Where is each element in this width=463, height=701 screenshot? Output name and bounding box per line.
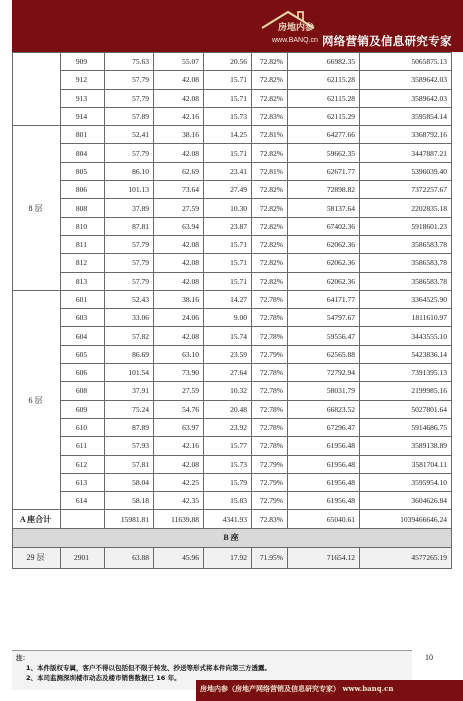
total-cell: 3604626.84 [360, 492, 452, 510]
area-cell: 37.89 [105, 199, 154, 217]
total-cell: 2199985.16 [360, 382, 452, 400]
room-cell: 601 [61, 290, 105, 308]
table-row [13, 492, 452, 510]
area-cell: 57.79 [105, 272, 154, 290]
shared-area-cell: 15.74 [204, 327, 252, 345]
ratio-cell: 72.78% [252, 364, 288, 382]
subtotal-label: A 座合计 [13, 510, 61, 528]
shared-area-cell: 10.30 [204, 199, 252, 217]
ratio-cell: 72.78% [252, 418, 288, 436]
shared-area-cell: 20.48 [204, 400, 252, 418]
price-cell: 67402.36 [288, 217, 360, 235]
area-cell: 57.79 [105, 89, 154, 107]
total-cell: 5027801.64 [360, 400, 452, 418]
price-cell: 62115.28 [288, 71, 360, 89]
shared-area-cell: 15.77 [204, 437, 252, 455]
table-row [13, 455, 452, 473]
inner-area-cell: 42.08 [154, 455, 204, 473]
area-cell: 37.91 [105, 382, 154, 400]
table-row [13, 309, 452, 327]
shared-area-cell: 27.49 [204, 181, 252, 199]
price-cell: 64171.77 [288, 290, 360, 308]
room-cell: 605 [61, 345, 105, 363]
shared-area-cell: 15.71 [204, 144, 252, 162]
total-cell: 3586583.78 [360, 235, 452, 253]
area-cell: 57.79 [105, 71, 154, 89]
table-row [13, 254, 452, 272]
shared-area-cell: 15.71 [204, 89, 252, 107]
price-cell: 71654.12 [288, 547, 360, 568]
shared-area-cell: 15.71 [204, 254, 252, 272]
ratio-cell: 72.83% [252, 107, 288, 125]
area-cell: 101.54 [105, 364, 154, 382]
room-cell: 614 [61, 492, 105, 510]
page-number: 10 [425, 653, 433, 662]
room-cell: 909 [61, 53, 105, 71]
total-cell: 5423836.14 [360, 345, 452, 363]
area-cell: 57.81 [105, 455, 154, 473]
price-cell: 62062.36 [288, 235, 360, 253]
room-cell: 608 [61, 382, 105, 400]
price-cell: 66982.35 [288, 53, 360, 71]
table-row [13, 53, 452, 71]
table-row [13, 217, 452, 235]
price-cell: 58031.79 [288, 382, 360, 400]
inner-area-cell: 42.16 [154, 107, 204, 125]
subtotal-c3: 4341.93 [204, 510, 252, 528]
area-cell: 57.79 [105, 235, 154, 253]
inner-area-cell: 27.59 [154, 199, 204, 217]
ratio-cell: 72.81% [252, 162, 288, 180]
table-row [13, 199, 452, 217]
floor-cell: 29 层 [13, 547, 61, 568]
inner-area-cell: 27.59 [154, 382, 204, 400]
inner-area-cell: 63.10 [154, 345, 204, 363]
subtotal-room [61, 510, 105, 528]
inner-area-cell: 73.64 [154, 181, 204, 199]
area-cell: 75.24 [105, 400, 154, 418]
price-cell: 61956.48 [288, 455, 360, 473]
table-row [13, 345, 452, 363]
section-label: B 座 [13, 528, 452, 547]
table-row [13, 400, 452, 418]
area-cell: 58.04 [105, 473, 154, 491]
inner-area-cell: 42.08 [154, 89, 204, 107]
area-cell: 87.81 [105, 217, 154, 235]
subtotal-price: 65040.61 [288, 510, 360, 528]
price-cell: 64277.66 [288, 126, 360, 144]
table-row [13, 89, 452, 107]
sales-table [12, 52, 452, 569]
shared-area-cell: 9.00 [204, 309, 252, 327]
room-cell: 613 [61, 473, 105, 491]
table-row [13, 162, 452, 180]
subtotal-c2: 11639.88 [154, 510, 204, 528]
ratio-cell: 72.79% [252, 473, 288, 491]
ratio-cell: 72.78% [252, 309, 288, 327]
shared-area-cell: 14.27 [204, 290, 252, 308]
inner-area-cell: 42.08 [154, 71, 204, 89]
area-cell: 58.18 [105, 492, 154, 510]
area-cell: 75.63 [105, 53, 154, 71]
total-cell: 5065875.13 [360, 53, 452, 71]
room-cell: 812 [61, 254, 105, 272]
shared-area-cell: 23.41 [204, 162, 252, 180]
total-cell: 3586583.78 [360, 254, 452, 272]
room-cell: 805 [61, 162, 105, 180]
note-line-1: 1、本件版权专属，客户不得以包括但不限于转发、抄送等形式将本件向第三方透露。 [26, 664, 272, 672]
total-cell: 3447887.21 [360, 144, 452, 162]
total-cell: 3589642.03 [360, 89, 452, 107]
area-cell: 57.82 [105, 327, 154, 345]
ratio-cell: 72.82% [252, 144, 288, 162]
header-title: 网络营销及信息研究专家 [322, 34, 452, 48]
room-cell: 806 [61, 181, 105, 199]
room-cell: 801 [61, 126, 105, 144]
total-cell: 7391395.13 [360, 364, 452, 382]
ratio-cell: 72.82% [252, 272, 288, 290]
table-row [13, 290, 452, 308]
ratio-cell: 72.78% [252, 327, 288, 345]
room-cell: 811 [61, 235, 105, 253]
shared-area-cell: 15.83 [204, 492, 252, 510]
shared-area-cell: 10.32 [204, 382, 252, 400]
table-row [13, 418, 452, 436]
area-cell: 86.69 [105, 345, 154, 363]
ratio-cell: 72.78% [252, 382, 288, 400]
table-row [13, 437, 452, 455]
ratio-cell: 72.79% [252, 492, 288, 510]
shared-area-cell: 17.92 [204, 547, 252, 568]
total-cell: 2202835.18 [360, 199, 452, 217]
shared-area-cell: 23.87 [204, 217, 252, 235]
ratio-cell: 72.82% [252, 181, 288, 199]
room-cell: 808 [61, 199, 105, 217]
ratio-cell: 71.95% [252, 547, 288, 568]
inner-area-cell: 63.94 [154, 217, 204, 235]
shared-area-cell: 20.56 [204, 53, 252, 71]
table-row [13, 364, 452, 382]
shared-area-cell: 15.71 [204, 235, 252, 253]
area-cell: 57.79 [105, 144, 154, 162]
ratio-cell: 72.81% [252, 126, 288, 144]
inner-area-cell: 42.08 [154, 272, 204, 290]
total-cell: 3595854.14 [360, 107, 452, 125]
table-row [13, 144, 452, 162]
subtotal-total: 1039466646.24 [360, 510, 452, 528]
total-cell: 3589642.03 [360, 71, 452, 89]
room-cell: 604 [61, 327, 105, 345]
subtotal-row [13, 510, 452, 528]
area-cell: 57.93 [105, 437, 154, 455]
ratio-cell: 72.79% [252, 455, 288, 473]
inner-area-cell: 73.90 [154, 364, 204, 382]
total-cell: 3589138.89 [360, 437, 452, 455]
table-row [13, 327, 452, 345]
ratio-cell: 72.78% [252, 290, 288, 308]
room-cell: 912 [61, 71, 105, 89]
area-cell: 87.89 [105, 418, 154, 436]
shared-area-cell: 27.64 [204, 364, 252, 382]
price-cell: 67296.47 [288, 418, 360, 436]
price-cell: 62115.29 [288, 107, 360, 125]
floor-cell [13, 53, 61, 126]
shared-area-cell: 14.25 [204, 126, 252, 144]
inner-area-cell: 54.76 [154, 400, 204, 418]
room-cell: 913 [61, 89, 105, 107]
area-cell: 52.43 [105, 290, 154, 308]
inner-area-cell: 42.08 [154, 254, 204, 272]
price-cell: 62115.28 [288, 89, 360, 107]
floor-cell: 6 层 [13, 290, 61, 510]
brand-url: www.BANQ.cn [272, 37, 318, 44]
section-row-b [13, 528, 452, 547]
ratio-cell: 72.82% [252, 53, 288, 71]
inner-area-cell: 42.16 [154, 437, 204, 455]
area-cell: 52.41 [105, 126, 154, 144]
area-cell: 57.79 [105, 254, 154, 272]
inner-area-cell: 24.06 [154, 309, 204, 327]
price-cell: 62671.77 [288, 162, 360, 180]
table-row [13, 272, 452, 290]
shared-area-cell: 23.92 [204, 418, 252, 436]
table-row [13, 71, 452, 89]
ratio-cell: 72.82% [252, 254, 288, 272]
table-body [13, 53, 452, 569]
price-cell: 61956.48 [288, 492, 360, 510]
total-cell: 3586583.78 [360, 272, 452, 290]
shared-area-cell: 15.79 [204, 473, 252, 491]
price-cell: 59662.35 [288, 144, 360, 162]
room-cell: 612 [61, 455, 105, 473]
total-cell: 3581704.11 [360, 455, 452, 473]
ratio-cell: 72.78% [252, 437, 288, 455]
shared-area-cell: 15.73 [204, 455, 252, 473]
total-cell: 3443555.10 [360, 327, 452, 345]
table-row [13, 235, 452, 253]
inner-area-cell: 42.35 [154, 492, 204, 510]
inner-area-cell: 42.25 [154, 473, 204, 491]
total-cell: 4577265.19 [360, 547, 452, 568]
shared-area-cell: 23.59 [204, 345, 252, 363]
floor-cell: 8 层 [13, 126, 61, 291]
footer-url[interactable]: www.banq.cn [342, 684, 394, 693]
room-cell: 813 [61, 272, 105, 290]
room-cell: 914 [61, 107, 105, 125]
subtotal-c1: 15981.81 [105, 510, 154, 528]
inner-area-cell: 62.69 [154, 162, 204, 180]
area-cell: 101.13 [105, 181, 154, 199]
price-cell: 61956.48 [288, 437, 360, 455]
total-cell: 3595954.10 [360, 473, 452, 491]
notes-title: 注： [16, 654, 29, 662]
price-cell: 54797.67 [288, 309, 360, 327]
total-cell: 5396039.40 [360, 162, 452, 180]
ratio-cell: 72.82% [252, 217, 288, 235]
note-line-2: 2、本司监测深圳楼市动态及楼市销售数据已 16 年。 [26, 674, 181, 682]
ratio-cell: 72.82% [252, 235, 288, 253]
inner-area-cell: 38.16 [154, 126, 204, 144]
room-cell: 606 [61, 364, 105, 382]
table-row [13, 473, 452, 491]
total-cell: 7372257.67 [360, 181, 452, 199]
room-cell: 804 [61, 144, 105, 162]
inner-area-cell: 38.16 [154, 290, 204, 308]
room-cell: 603 [61, 309, 105, 327]
price-cell: 66823.52 [288, 400, 360, 418]
price-cell: 59556.47 [288, 327, 360, 345]
price-cell: 62565.88 [288, 345, 360, 363]
room-cell: 610 [61, 418, 105, 436]
room-cell: 611 [61, 437, 105, 455]
price-cell: 72898.82 [288, 181, 360, 199]
inner-area-cell: 45.96 [154, 547, 204, 568]
table-row [13, 181, 452, 199]
subtotal-ratio: 72.83% [252, 510, 288, 528]
shared-area-cell: 15.71 [204, 71, 252, 89]
area-cell: 33.06 [105, 309, 154, 327]
inner-area-cell: 42.08 [154, 144, 204, 162]
shared-area-cell: 15.73 [204, 107, 252, 125]
total-cell: 1811610.97 [360, 309, 452, 327]
price-cell: 62062.36 [288, 254, 360, 272]
ratio-cell: 72.82% [252, 199, 288, 217]
footer-brand: 房地内参（房地产网络营销及信息研究专家） [200, 684, 340, 693]
inner-area-cell: 42.08 [154, 327, 204, 345]
room-cell: 609 [61, 400, 105, 418]
room-cell: 2901 [61, 547, 105, 568]
price-cell: 61956.48 [288, 473, 360, 491]
brand-name: 房地内参 [278, 23, 315, 33]
ratio-cell: 72.82% [252, 71, 288, 89]
ratio-cell: 72.79% [252, 345, 288, 363]
area-cell: 86.10 [105, 162, 154, 180]
footer-text [200, 684, 393, 694]
table-row-b [13, 547, 452, 568]
inner-area-cell: 42.08 [154, 235, 204, 253]
price-cell: 72792.94 [288, 364, 360, 382]
inner-area-cell: 63.97 [154, 418, 204, 436]
area-cell: 57.89 [105, 107, 154, 125]
total-cell: 3364525.90 [360, 290, 452, 308]
area-cell: 63.88 [105, 547, 154, 568]
price-cell: 58137.64 [288, 199, 360, 217]
total-cell: 3368792.16 [360, 126, 452, 144]
table-row [13, 382, 452, 400]
price-cell: 62062.36 [288, 272, 360, 290]
inner-area-cell: 55.07 [154, 53, 204, 71]
table-row [13, 107, 452, 125]
total-cell: 5914686.75 [360, 418, 452, 436]
shared-area-cell: 15.71 [204, 272, 252, 290]
table-row [13, 126, 452, 144]
ratio-cell: 72.78% [252, 400, 288, 418]
room-cell: 810 [61, 217, 105, 235]
ratio-cell: 72.82% [252, 89, 288, 107]
total-cell: 5918601.23 [360, 217, 452, 235]
